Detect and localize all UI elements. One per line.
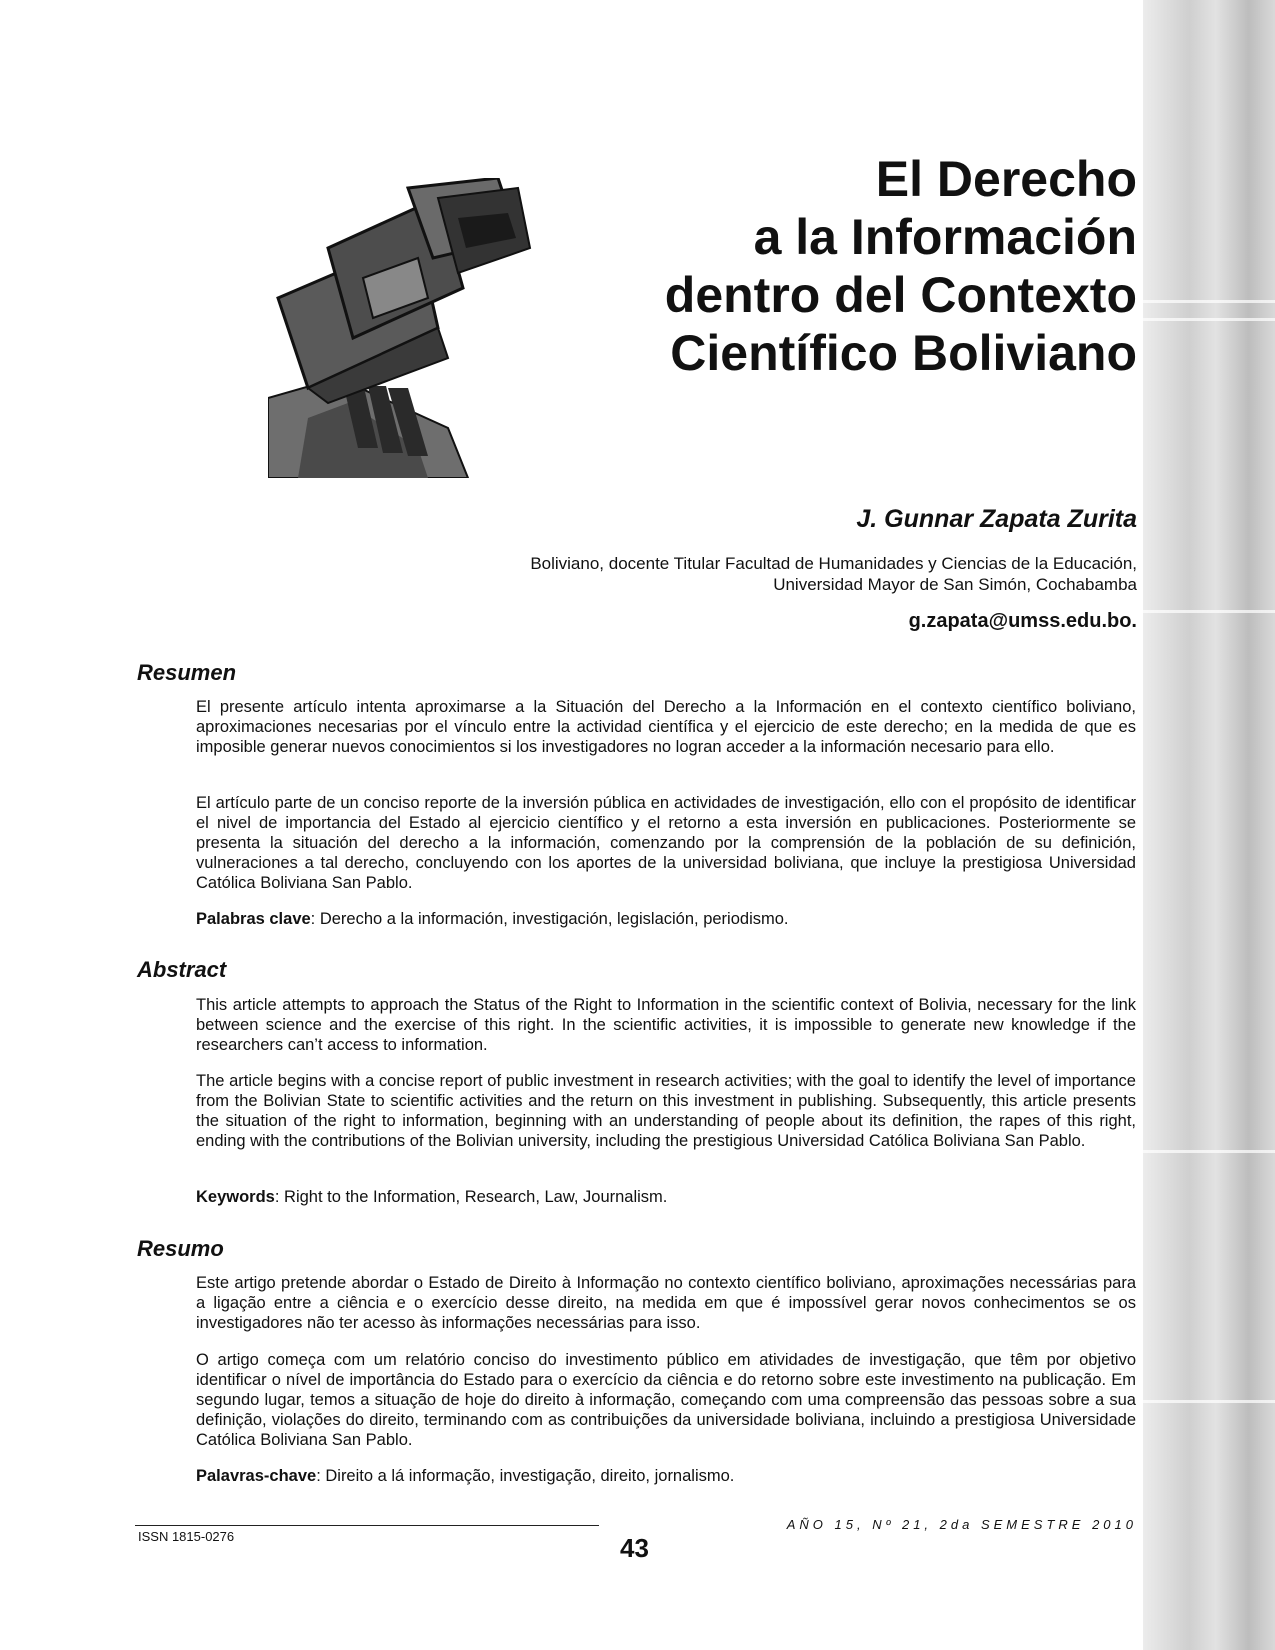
section-heading-resumen: Resumen: [137, 660, 237, 685]
footer-rule: [135, 1525, 599, 1526]
page-number: 43: [620, 1533, 649, 1563]
title-line: Científico Boliviano: [670, 325, 1137, 381]
title-line: a la Información: [753, 209, 1137, 265]
keywords-text: : Derecho a la información, investigación, legislación, periodismo.: [310, 910, 789, 928]
title-line: dentro del Contexto: [664, 267, 1137, 323]
resumo-keywords: [196, 1466, 1136, 1486]
resumo-paragraph-1: Este artigo pretende abordar o Estado de Direito à Informação no contexto científico boliviano, aproximações necessárias para a ligação entre a ciência e o exercício desse direito, na medida em que é impossível gerar novos conhecimentos se os investigadores não ter acesso às informações necessárias para isso.: [196, 1274, 1136, 1332]
abstract-keywords: [196, 1187, 1136, 1207]
keywords-label: Palabras clave: [196, 910, 311, 928]
resumen-paragraph-2: El artículo parte de un conciso reporte de la inversión pública en actividades de investigación, ello con el propósito de identificar el nivel de importancia del Estado al ejercicio científico y el retorno a esta inversión en publicaciones. Posteriormente se presenta la situación del derecho a la información, comenzando por la comprensión de la población de su definición, vulneraciones a tal derecho, concluyendo con los aportes de la universidad boliviana, que incluye la prestigiosa Universidad Católica Boliviana San Pablo.: [196, 794, 1136, 892]
affiliation-line: Universidad Mayor de San Simón, Cochabamba: [773, 575, 1137, 594]
video-camera-illustration-icon: [268, 178, 540, 478]
resumen-paragraph-1: El presente artículo intenta aproximarse a la Situación del Derecho a la Información en el contexto científico boliviano, aproximaciones necesarias por el vínculo entre la actividad científica y el ejercicio de este derecho; en la medida de que es imposible generar nuevos conocimientos si los investigadores no logran acceder a la información necesario para ello.: [196, 698, 1136, 756]
issn: ISSN 1815-0276: [138, 1529, 235, 1544]
abstract-paragraph-2: The article begins with a concise report of public investment in research activities; with the goal to identify the level of importance from the Bolivian State to scientific activities and the return on this investment in publishing. Subsequently, this article presents the situation of the right to information, beginning with an understanding of people about its definition, the rapes of this right, ending with the contributions of the Bolivian university, including the prestigious Universidad Católica Boliviana San Pablo.: [196, 1072, 1136, 1150]
affiliation-line: Boliviano, docente Titular Facultad de Humanidades y Ciencias de la Educación,: [530, 554, 1137, 573]
keywords-text: : Direito a lá informação, investigação, direito, jornalismo.: [316, 1467, 735, 1485]
article-title: [665, 150, 1137, 382]
author-email: g.zapata@umss.edu.bo.: [908, 610, 1137, 632]
section-heading-resumo: Resumo: [137, 1236, 224, 1261]
keywords-text: : Right to the Information, Research, Law, Journalism.: [274, 1188, 668, 1206]
abstract-paragraph-1: This article attempts to approach the Status of the Right to Information in the scientific context of Bolivia, necessary for the link between science and the exercise of this right. In the scientific activities, it is impossible to generate new knowledge if the researchers can’t access to information.: [196, 996, 1136, 1054]
decorative-side-band: [1143, 0, 1275, 1650]
issue-info: AÑO 15, Nº 21, 2da SEMESTRE 2010: [786, 1517, 1137, 1532]
keywords-label: Keywords: [196, 1188, 275, 1206]
resumo-paragraph-2: O artigo começa com um relatório conciso do investimento público em atividades de investigação, que têm por objetivo identificar o nível de importância do Estado para o exercício da ciência e do retorno sobre este investimento na publicação. Em segundo lugar, temos a situação de hoje do direito à informação, começando com uma compreensão das pessoas sobre a sua definição, violações do direito, terminando com as contribuições da universidade boliviana, incluindo a prestigiosa Universidade Católica Boliviana San Pablo.: [196, 1351, 1136, 1449]
resumen-keywords: [196, 909, 1136, 929]
keywords-label: Palavras-chave: [196, 1467, 317, 1485]
author-name: J. Gunnar Zapata Zurita: [856, 505, 1137, 533]
title-line: El Derecho: [875, 151, 1137, 207]
author-affiliation: [530, 553, 1137, 595]
section-heading-abstract: Abstract: [137, 957, 227, 982]
